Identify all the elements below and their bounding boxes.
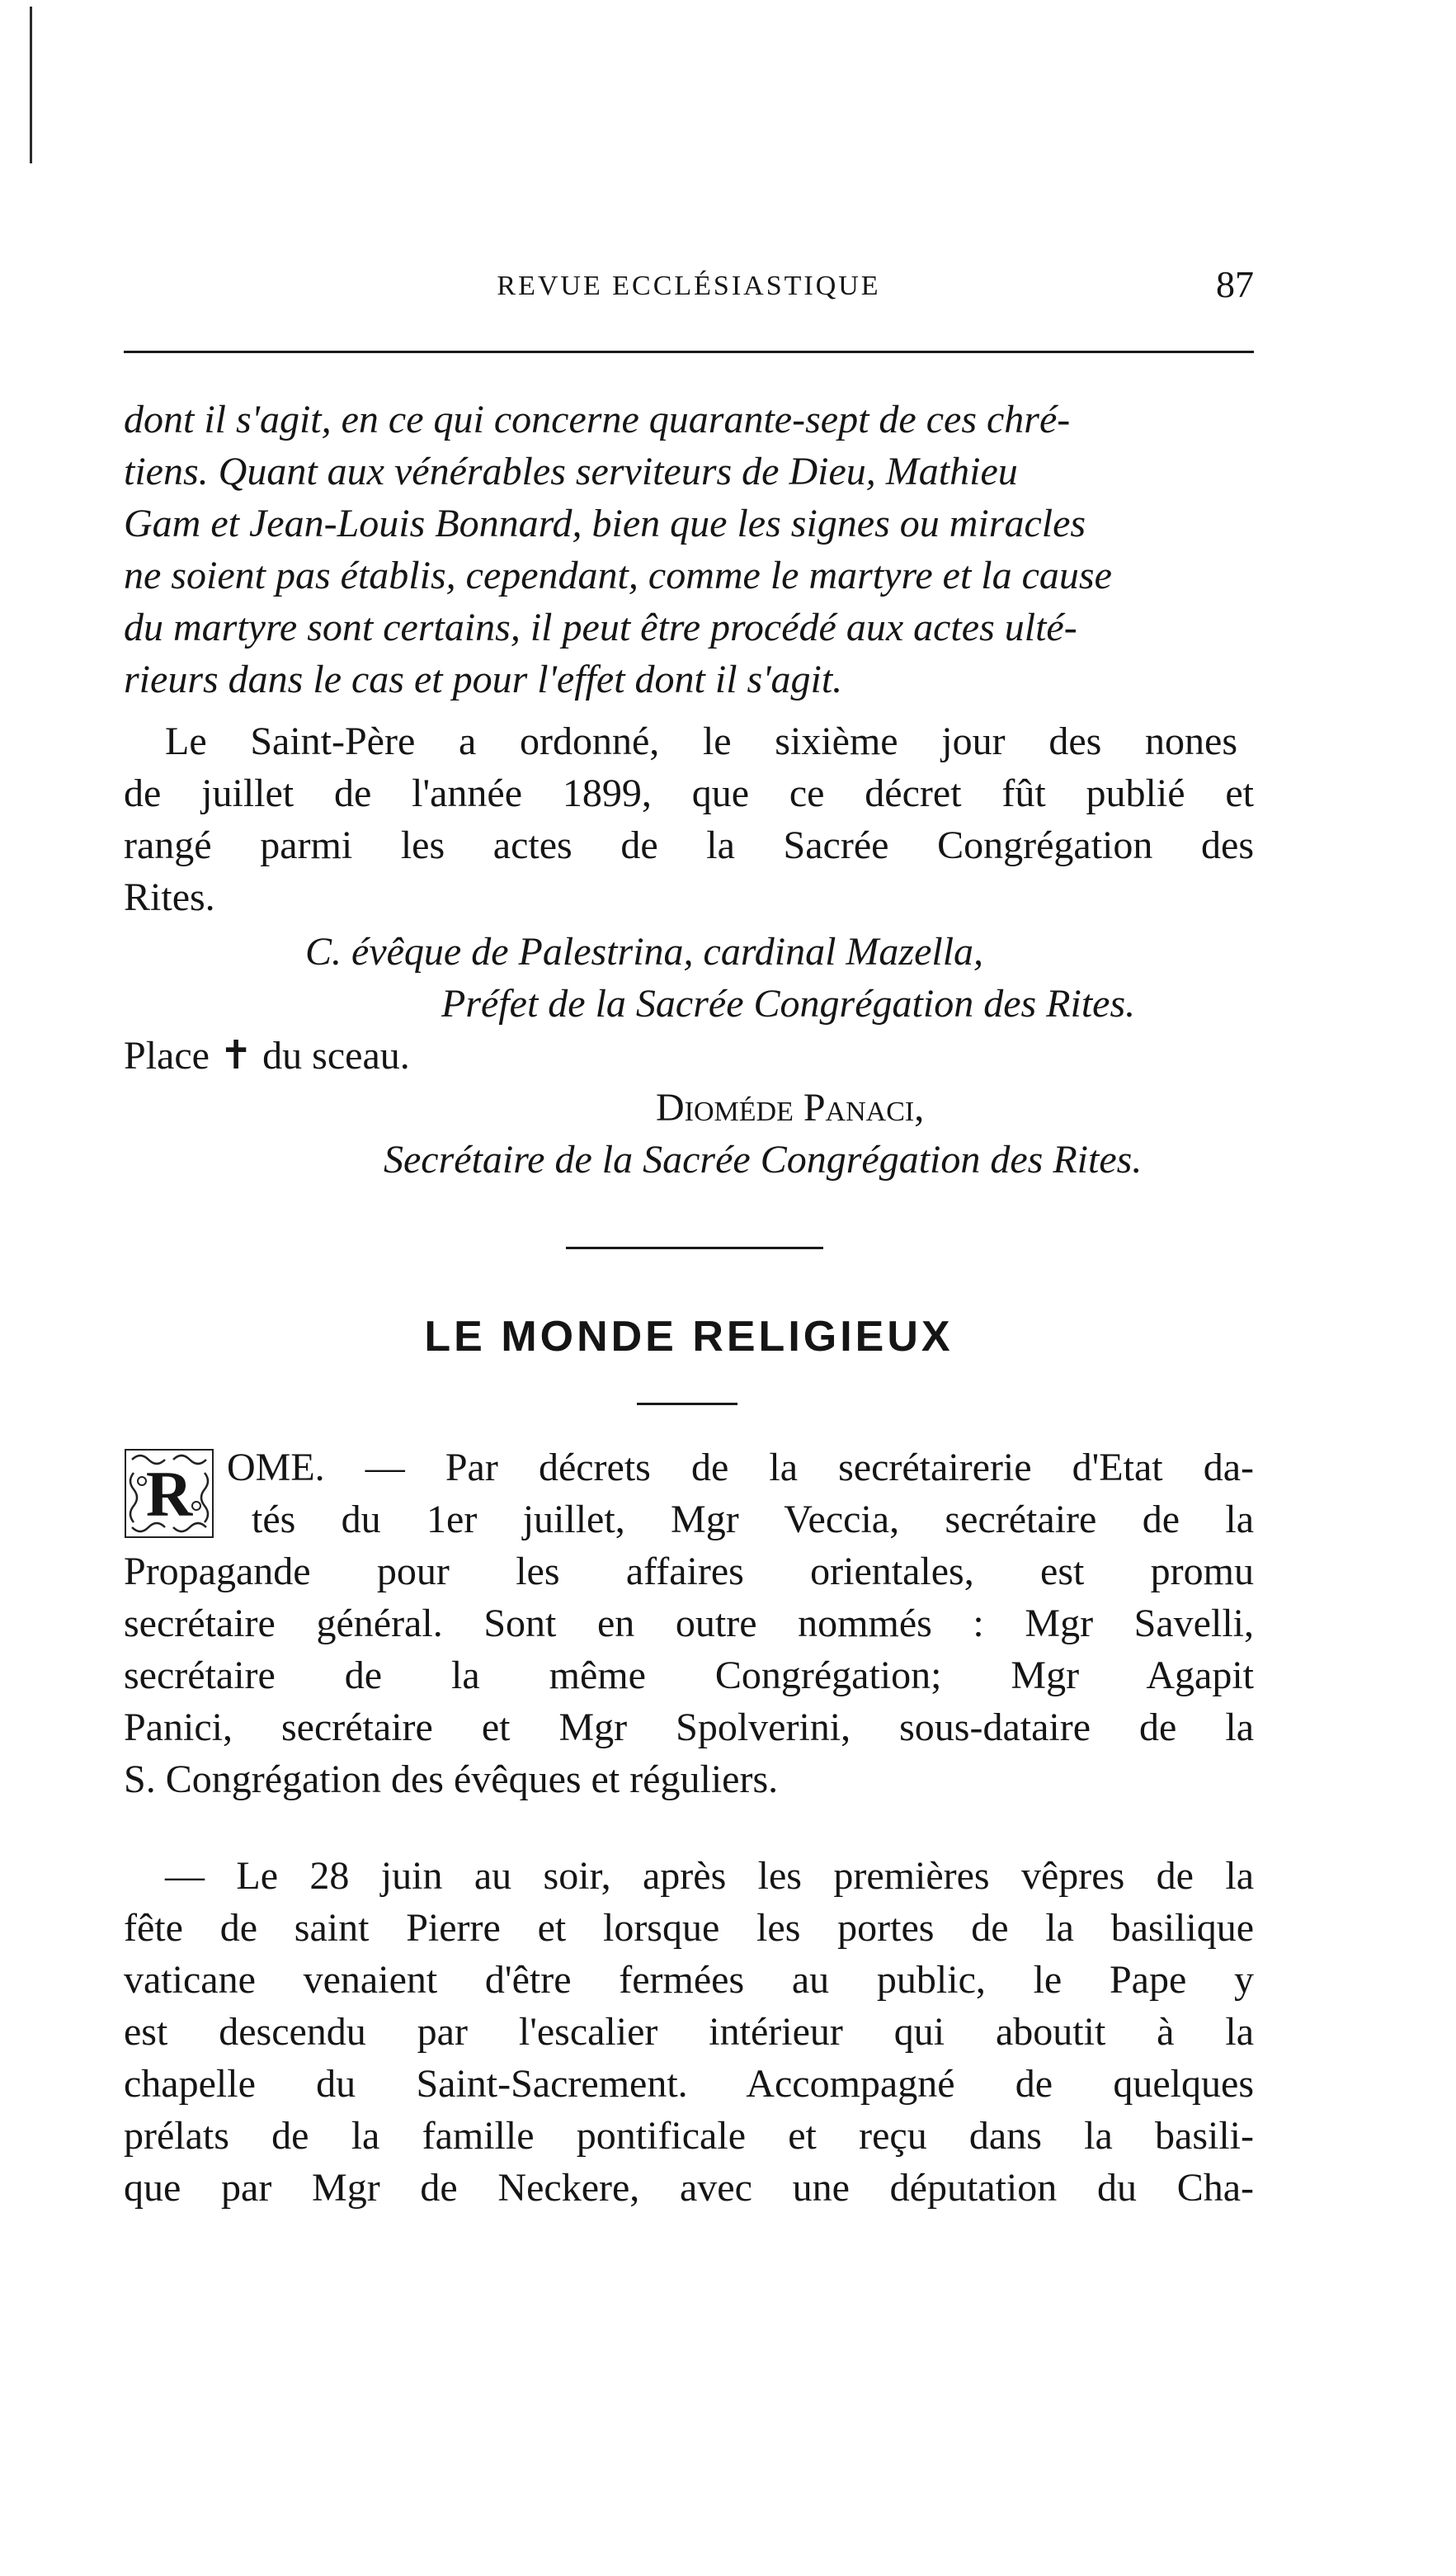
section-heading: LE MONDE RELIGIEUX (424, 1313, 954, 1361)
signature-cardinal-name: C. évêque de Palestrina, cardinal Mazella, (305, 930, 984, 974)
text-line: de juillet de l'année 1899, que ce décret fût publié et (124, 771, 1254, 815)
text-line: fête de saint Pierre et lorsque les portes de la basilique (124, 1906, 1254, 1950)
dropcap-letter: R (145, 1458, 193, 1530)
text-line: rieurs dans le cas et pour l'effet dont il s'agit. (124, 658, 843, 701)
text-line: secrétaire général. Sont en outre nommés : Mgr Savelli, (124, 1602, 1254, 1645)
text-line: Le Saint-Père a ordonné, le sixième jour des nones (165, 719, 1237, 763)
text-line: S. Congrégation des évêques et réguliers. (124, 1757, 779, 1801)
text-line: ne soient pas établis, cependant, comme le martyre et la cause (124, 554, 1112, 597)
header-rule (124, 351, 1254, 353)
text-line: prélats de la famille pontificale et reçu dans la basili- (124, 2114, 1254, 2158)
pope-visit-paragraph (124, 1850, 1254, 2214)
text-line: que par Mgr de Neckere, avec une députation du Cha- (124, 2166, 1254, 2210)
running-title: REVUE ECCLÉSIASTIQUE (497, 271, 881, 301)
text-line: Rites. (124, 875, 215, 919)
rome-news-paragraph (124, 1441, 1254, 1805)
signature-secretary-title: Secrétaire de la Sacrée Congrégation des Rites. (384, 1138, 1143, 1182)
text-line: dont il s'agit, en ce qui concerne quarante-sept de ces chré- (124, 398, 1071, 441)
running-header (124, 262, 1254, 312)
text-line: — Le 28 juin au soir, après les premières vêpres de la (165, 1854, 1254, 1898)
text-line: secrétaire de la même Congrégation; Mgr Agapit (124, 1654, 1254, 1697)
text-line: Propagande pour les affaires orientales, est promu (124, 1550, 1254, 1593)
text-line: tiens. Quant aux vénérables serviteurs de Dieu, Mathieu (124, 450, 1018, 493)
signature-cardinal-title: Préfet de la Sacrée Congrégation des Rites. (441, 982, 1136, 1026)
decree-publication-paragraph (124, 715, 1254, 923)
text-line: du martyre sont certains, il peut être procédé aux actes ulté- (124, 606, 1077, 649)
signature-secretary-name: Dioméde Panaci, (656, 1086, 925, 1130)
text-line: Panici, secrétaire et Mgr Spolverini, sous-dataire de la (124, 1706, 1254, 1749)
text-line: vaticane venaient d'être fermées au public, le Pape y (124, 1958, 1254, 2002)
text-line: OME. — Par décrets de la secrétairerie d'Etat da- (227, 1446, 1254, 1489)
text-line: est descendu par l'escalier intérieur qui aboutit à la (124, 2010, 1254, 2054)
binding-edge-mark (30, 7, 32, 25)
text-line: chapelle du Saint-Sacrement. Accompagné de quelques (124, 2062, 1254, 2106)
text-line: tés du 1er juillet, Mgr Veccia, secrétaire de la (252, 1498, 1254, 1541)
decree-italic-paragraph (124, 394, 1254, 705)
text-line: rangé parmi les actes de la Sacrée Congrégation des (124, 823, 1254, 867)
section-divider-rule (566, 1247, 823, 1249)
seal-note: Place ✝ du sceau. (124, 1034, 410, 1078)
section-heading-underline (637, 1403, 737, 1405)
page-number: 87 (1216, 263, 1254, 305)
binding-edge-mark (30, 7, 32, 163)
text-line: Gam et Jean-Louis Bonnard, bien que les signes ou miracles (124, 502, 1086, 545)
